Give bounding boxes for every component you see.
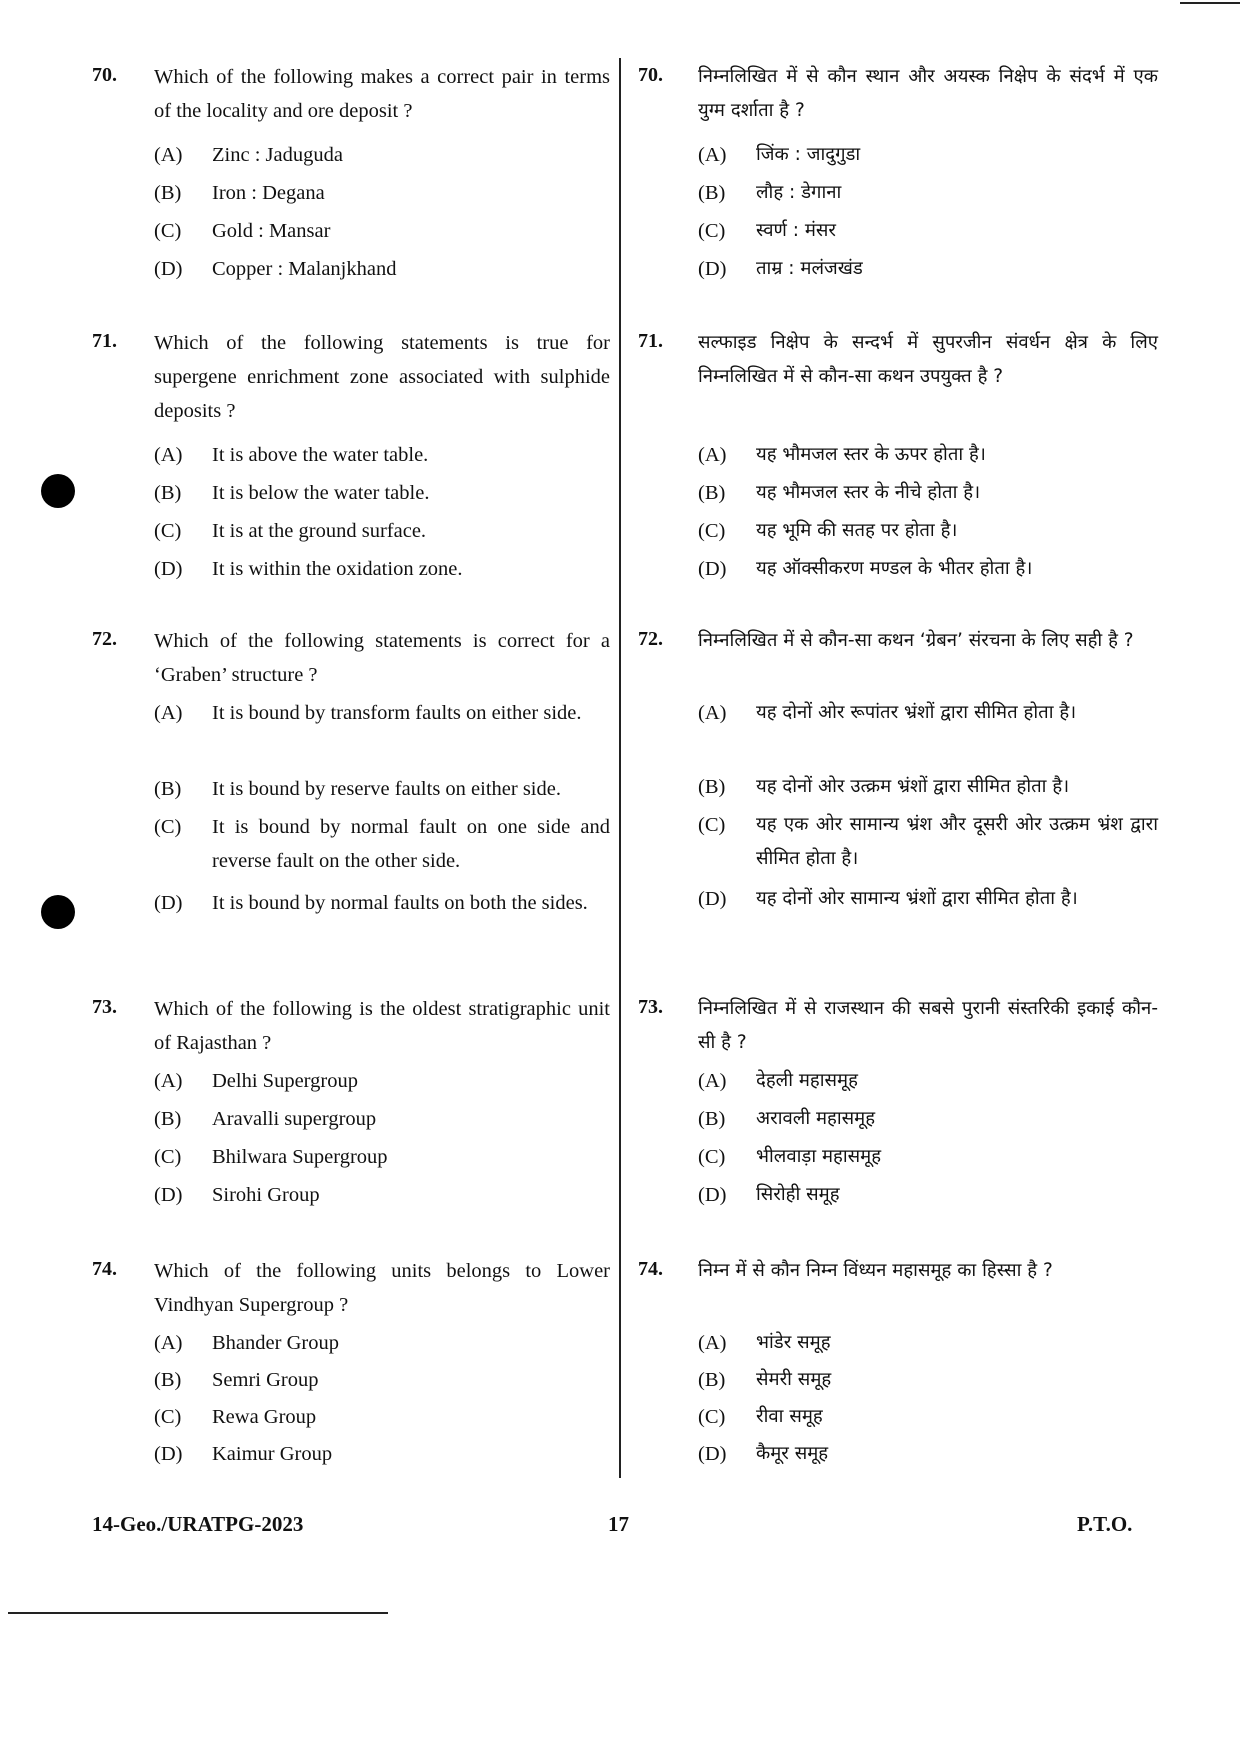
- question-text: Which of the following statements is correct for a ‘Graben’ structure ?: [154, 630, 610, 686]
- question-text: निम्नलिखित में से राजस्थान की सबसे पुरानी संस्तरिकी इकाई कौन-सी है ?: [698, 998, 1158, 1053]
- question-text: निम्न में से कौन निम्न विंध्यन महासमूह का हिस्सा है ?: [698, 1260, 1053, 1281]
- question-number: 72.: [92, 628, 117, 650]
- question-text: Which of the following makes a correct pair in terms of the locality and ore deposit ?: [154, 66, 610, 122]
- punch-hole-mark: [41, 474, 75, 508]
- question-number: 70.: [92, 64, 117, 86]
- paper-code: 14-Geo./URATPG-2023: [92, 1512, 304, 1536]
- question-number: 73.: [638, 996, 663, 1018]
- punch-hole-mark: [41, 895, 75, 929]
- question-number: 74.: [92, 1258, 117, 1280]
- question-number: 70.: [638, 64, 663, 86]
- column-divider: [619, 58, 621, 1478]
- question-text: सल्फाइड निक्षेप के सन्दर्भ में सुपरजीन संवर्धन क्षेत्र के लिए निम्नलिखित में से कौन-सा कथन उपयुक्त है ?: [698, 332, 1158, 387]
- question-text: निम्नलिखित में से कौन-सा कथन ‘ग्रेबन’ संरचना के लिए सही है ?: [698, 630, 1134, 651]
- question-text: Which of the following units belongs to Lower Vindhyan Supergroup ?: [154, 1260, 610, 1316]
- pto-label: P.T.O.: [1077, 1512, 1133, 1536]
- question-number: 72.: [638, 628, 663, 650]
- question-number: 74.: [638, 1258, 663, 1280]
- top-right-rule: [1180, 2, 1240, 4]
- question-text: Which of the following statements is true for supergene enrichment zone associated with sulphide deposits ?: [154, 332, 610, 422]
- page-number: 17: [608, 1512, 629, 1536]
- question-number: 71.: [92, 330, 117, 352]
- bottom-rule: [8, 1612, 388, 1614]
- question-number: 71.: [638, 330, 663, 352]
- question-text: निम्नलिखित में से कौन स्थान और अयस्क निक्षेप के संदर्भ में एक युग्म दर्शाता है ?: [698, 66, 1158, 121]
- question-text: Which of the following is the oldest stratigraphic unit of Rajasthan ?: [154, 998, 610, 1054]
- question-number: 73.: [92, 996, 117, 1018]
